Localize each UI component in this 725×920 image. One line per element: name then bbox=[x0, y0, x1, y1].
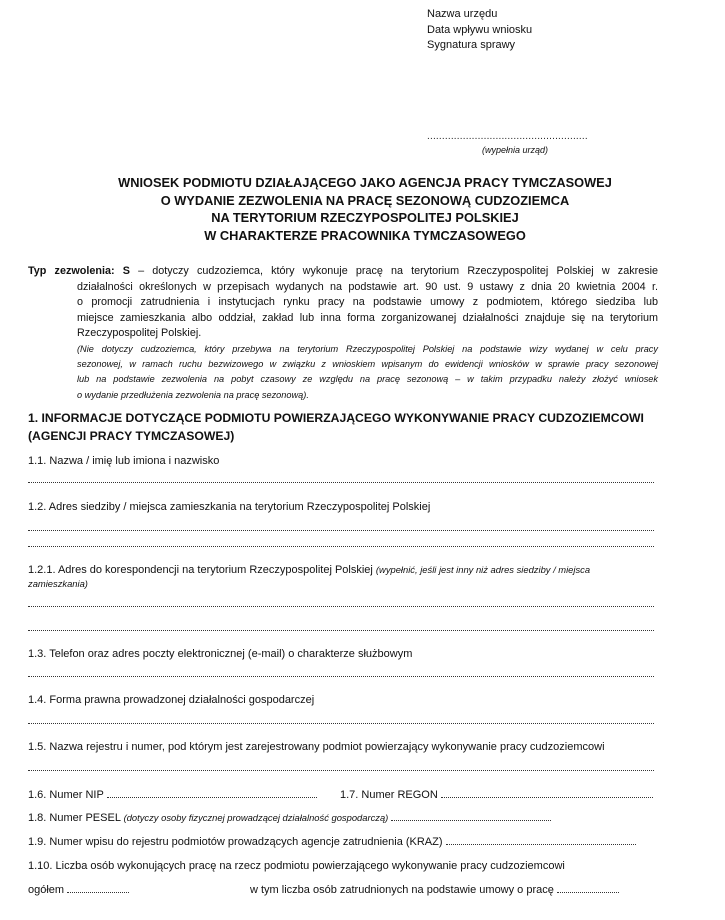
field-1-5-input-line[interactable] bbox=[28, 769, 654, 771]
form-title-line-3: NA TERYTORIUM RZECZYPOSPOLITEJ POLSKIEJ bbox=[211, 210, 519, 225]
section-1-heading-line-2: (AGENCJI PRACY TYMCZASOWEJ) bbox=[28, 428, 235, 443]
permit-type-line-2: działalności określonych w przepisach wydanych na podstawie art. 90 ust. 9 ustawy z dnia 20 kwietnia 2004 r. bbox=[77, 280, 658, 293]
field-1-9-row bbox=[28, 836, 636, 848]
field-1-10-label: 1.10. Liczba osób wykonujących pracę na rzecz podmiotu powierzającego wykonywanie pracy cudzoziemcowi bbox=[28, 860, 565, 872]
field-1-3-input-line[interactable] bbox=[28, 675, 654, 677]
field-1-6-label: 1.6. Numer NIP bbox=[28, 789, 104, 801]
field-1-10-total-row bbox=[28, 884, 129, 896]
permit-type-note-1: (Nie dotyczy cudzoziemca, który przebywa na terytorium Rzeczypospolitej Polskiej na podstawie wizy wydanej w celu pracy bbox=[77, 343, 658, 354]
permit-type-label: Typ zezwolenia: S bbox=[28, 265, 130, 277]
field-1-7-label: 1.7. Numer REGON bbox=[340, 789, 438, 801]
total-input-line[interactable] bbox=[67, 891, 129, 893]
section-1-heading bbox=[28, 410, 644, 445]
permit-type-line-4: miejsce zamieszkania albo oddział, zakład lub inna forma zorganizowanej działalności znajduje się na terytorium bbox=[77, 311, 658, 324]
field-1-6-input-line[interactable] bbox=[107, 796, 317, 798]
office-fill-line[interactable]: ...................................................... bbox=[427, 131, 588, 142]
contract-input-line[interactable] bbox=[557, 891, 619, 893]
field-1-7-input-line[interactable] bbox=[441, 796, 653, 798]
field-1-9-label: 1.9. Numer wpisu do rejestru podmiotów prowadzących agencje zatrudnienia (KRAZ) bbox=[28, 836, 443, 848]
field-1-2-1-note-cont: zamieszkania) bbox=[28, 578, 88, 589]
field-1-1-label: 1.1. Nazwa / imię lub imiona i nazwisko bbox=[28, 455, 220, 467]
form-title bbox=[40, 174, 690, 244]
permit-type-text-1: – dotyczy cudzoziemca, który wykonuje pracę na terytorium Rzeczypospolitej Polskiej w zakresie bbox=[138, 265, 658, 277]
permit-type-note-3: lub na podstawie zezwolenia na pobyt czasowy ze względu na pracę sezonową – w takim przypadku należy złożyć wniosek bbox=[77, 374, 658, 385]
field-1-8-note: (dotyczy osoby fizycznej prowadzącej działalność gospodarczą) bbox=[123, 812, 389, 823]
field-1-7-row bbox=[340, 789, 653, 801]
field-1-4-label: 1.4. Forma prawna prowadzonej działalności gospodarczej bbox=[28, 694, 315, 706]
field-1-2-1-input-line-1[interactable] bbox=[28, 605, 654, 607]
receipt-date-label: Data wpływu wniosku bbox=[427, 23, 533, 36]
permit-type-line-1 bbox=[28, 264, 658, 280]
permit-type-description bbox=[28, 264, 658, 403]
field-1-8-input-line[interactable] bbox=[391, 819, 551, 821]
permit-type-line-5: Rzeczypospolitej Polskiej. bbox=[77, 327, 202, 340]
field-1-2-1-label bbox=[28, 564, 590, 576]
field-1-2-1-input-line-2[interactable] bbox=[28, 629, 654, 631]
permit-type-line-3: o promocji zatrudnienia i instytucjach rynku pracy na podstawie umowy z podmiotem, którego siedziba lub bbox=[77, 296, 658, 309]
field-1-2-input-line-1[interactable] bbox=[28, 529, 654, 531]
field-1-2-1-text: 1.2.1. Adres do korespondencji na terytorium Rzeczypospolitej Polskiej bbox=[28, 564, 373, 576]
field-1-4-input-line[interactable] bbox=[28, 722, 654, 724]
field-1-2-label: 1.2. Adres siedziby / miejsca zamieszkania na terytorium Rzeczypospolitej Polskiej bbox=[28, 501, 431, 513]
field-1-8-row bbox=[28, 812, 551, 824]
office-fill-note: (wypełnia urząd) bbox=[482, 145, 549, 155]
total-label: ogółem bbox=[28, 884, 65, 896]
field-1-8-label: 1.8. Numer PESEL bbox=[28, 812, 121, 824]
field-1-2-1-note: (wypełnić, jeśli jest inny niż adres siedziby / miejsca bbox=[375, 564, 591, 575]
form-title-line-1: WNIOSEK PODMIOTU DZIAŁAJĄCEGO JAKO AGENCJA PRACY TYMCZASOWEJ bbox=[118, 175, 612, 190]
field-1-1-input-line[interactable] bbox=[28, 481, 654, 483]
permit-type-note-4: o wydanie przedłużenia zezwolenia na pracę sezonową). bbox=[77, 389, 309, 400]
form-title-line-4: W CHARAKTERZE PRACOWNIKA TYMCZASOWEGO bbox=[204, 227, 526, 243]
form-title-line-2: O WYDANIE ZEZWOLENIA NA PRACĘ SEZONOWĄ CUDZOZIEMCA bbox=[160, 192, 570, 208]
field-1-6-row bbox=[28, 789, 317, 801]
field-1-9-input-line[interactable] bbox=[446, 843, 636, 845]
field-1-10-contract-row bbox=[250, 884, 619, 896]
office-info bbox=[427, 7, 532, 54]
permit-type-note-2: sezonowej, w ramach ruchu bezwizowego w związku z wnioskiem wpisanym do ewidencji wniosków w sprawie pracy sezonowej bbox=[77, 359, 658, 370]
contract-label: w tym liczba osób zatrudnionych na podstawie umowy o pracę bbox=[250, 884, 554, 896]
field-1-3-label: 1.3. Telefon oraz adres poczty elektronicznej (e-mail) o charakterze służbowym bbox=[28, 648, 413, 660]
office-name-label: Nazwa urzędu bbox=[427, 8, 498, 20]
field-1-5-label: 1.5. Nazwa rejestru i numer, pod którym jest zarejestrowany podmiot powierzający wykonywanie pracy cudzoziemcowi bbox=[28, 741, 605, 753]
section-1-heading-line-1: 1. INFORMACJE DOTYCZĄCE PODMIOTU POWIERZAJĄCEGO WYKONYWANIE PRACY CUDZOZIEMCOWI bbox=[28, 411, 644, 425]
field-1-2-input-line-2[interactable] bbox=[28, 545, 654, 547]
case-signature-label: Sygnatura sprawy bbox=[427, 39, 516, 51]
